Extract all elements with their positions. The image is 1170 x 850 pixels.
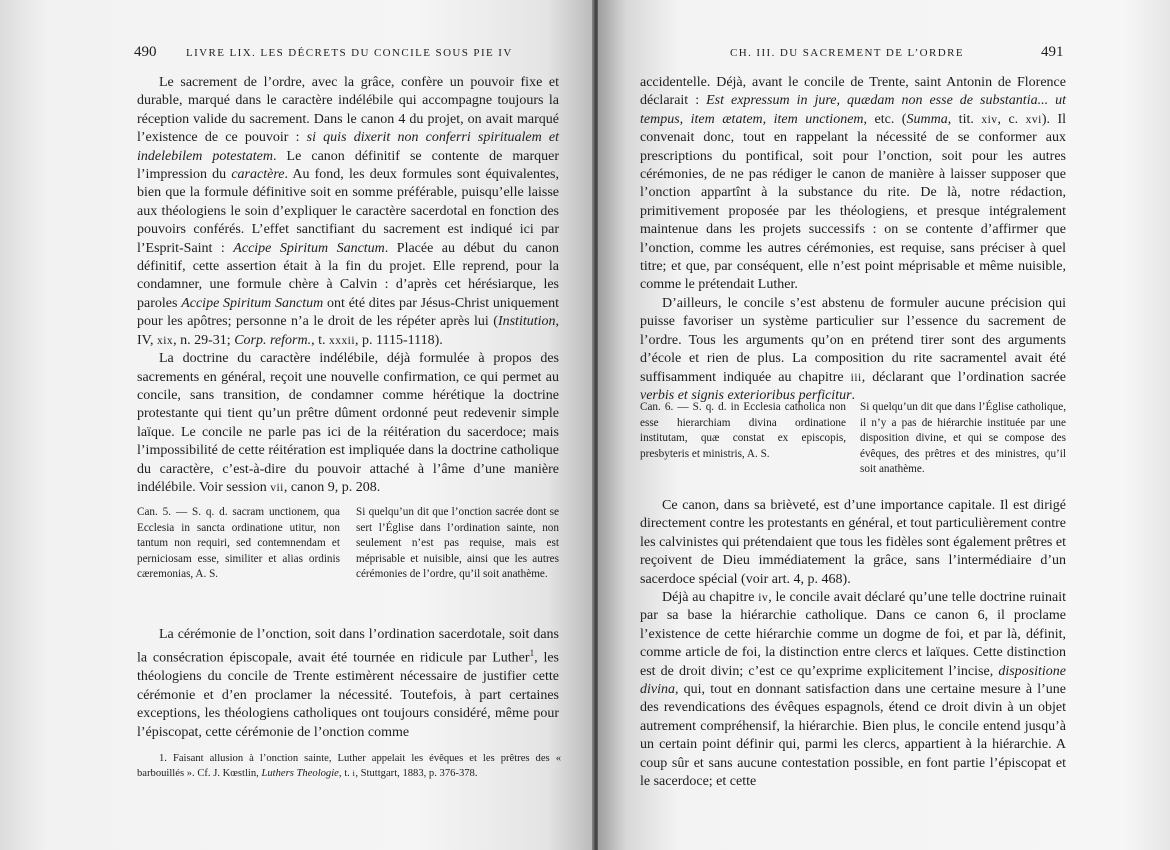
canon-french: Si quelqu’un dit que l’onction sacrée dont se sert l’Église dans l’ordination sainte, non seulement n’est pas requise, mais est méprisable et nuisible, ainsi que les autres cérémonies de l’ordre, qu’il soit anathème. — [356, 506, 559, 581]
canon-french: Si quelqu’un dit que dans l’Église catholique, il n’y a pas de hiérarchie instituée par une disposition divine, et qui se compose des évêques, des prêtres et des ministres, qu’il soit anathème. — [860, 401, 1066, 476]
body-text — [137, 626, 559, 742]
footnote — [137, 752, 561, 781]
page-number: 490 — [134, 44, 157, 60]
running-head: LIVRE LIX. LES DÉCRETS DU CONCILE SOUS PIE IV — [186, 47, 513, 59]
paragraph: Ce canon, dans sa brièveté, est d’une importance capitale. Il est dirigé directement contre les protestants en général, et tout particulièrement contre les calvinistes qui prétendaient que tous les fidèles sont également prêtres et reçoivent de Dieu immédiatement la grâce, sans l’intermédiaire d’un sacerdoce spécial (voir art. 4, p. 468). — [640, 498, 1066, 587]
page-number: 491 — [1041, 44, 1064, 60]
running-head: CH. III. DU SACREMENT DE L’ORDRE — [730, 47, 964, 59]
paragraph: La cérémonie de l’onction, soit dans l’ordination sacerdotale, soit dans la consécration épiscopale, avait été tournée en ridicule par Luther$^1$, les théologiens du concile de Trente estimèrent nécessaire de justifier cette cérémonie et d’en proclamer la nécessité. Toutefois, à part certaines exceptions, les théologiens catholiques ont toujours considéré, même pour l’épiscopat, cette cérémonie de l’onction comme — [137, 627, 559, 740]
footnote-text: 1. Faisant allusion à l’onction sainte, Luther appelait les évêques et les prêtres des « barbouillés ». Cf. J. Kœstlin, Luthers Theologie, t. i, Stuttgart, 1883, p. 376-378. — [137, 753, 561, 779]
canon-latin: Can. 5. — S. q. d. sacram unctionem, qua Ecclesia in sancta ordinatione utitur, non tantum non requiri, sed contemnendam et perniciosam esse, similiter et alias ordinis cæremonias, A. S. — [137, 506, 340, 581]
paragraph: La doctrine du caractère indélébile, déjà formulée à propos des sacrements en général, reçoit une nouvelle confirmation, ce qui permet au concile, sans transition, de condamner comme hérétique la doctrine protestante qui tient qu’un prêtre dûment ordonné peut redevenir simple laïque. Le concile ne parle pas ici de la réitération du sacerdoce; mais l’impossibilité de cette réitération est impliquée dans la doctrine catholique du caractère, c’est-à-dire du pouvoir attaché à l’âme d’une manière indélébile. Voir session vii, canon 9, p. 208. — [137, 351, 559, 495]
right-page — [598, 0, 1170, 850]
canon-latin: Can. 6. — S. q. d. in Ecclesia catholica non esse hierarchiam divina ordinatione institutam, quæ constat ex episcopis, presbyteris et ministris, A. S. — [640, 401, 846, 460]
paragraph: Déjà au chapitre iv, le concile avait déclaré qu’une telle doctrine ruinait par sa base la hiérarchie catholique. Dans ce canon 6, il proclame l’existence de cette hiérarchie comme un dogme de foi, et par là, définit, comme article de foi, la distinction entre clercs et laïques. Cette distinction est de droit divin; c’est ce qu’exprime explicitement l’incise, dispositione divina, qui, tout en donnant satisfaction dans une certaine mesure à l’une des revendications des évêques espagnols, étend ce droit divin à un objet autrement compréhensif, la hiérarchie. Bien plus, le concile entend jusqu’à un certain point définir qui, parmi les clercs, appartient à la hiérarchie. A coup sûr et sans aucune contestation possible, en font partie l’épiscopat et le sacerdoce; et cette — [640, 590, 1066, 790]
body-text — [137, 74, 559, 497]
body-text — [640, 497, 1066, 792]
body-text — [640, 74, 1066, 405]
paragraph: accidentelle. Déjà, avant le concile de Trente, saint Antonin de Florence déclarait : Est expressum in jure, quædam non esse de substantia... ut tempus, item ætatem, item unctionem, etc. (Summa, tit. xiv, c. xvi). Il convenait donc, tout en rappelant la nécessité de se conformer aux prescriptions du pontifical, soit pour l’onction, soit pour les autres cérémonies, de ne pas rédiger le canon de manière à laisser supposer que l’onction appartînt à la substance du rite. De là, notre rédaction, primitivement proposée par les théologiens, et presque intégralement maintenue dans les projets successifs : on se contente d’affirmer que l’onction, comme les autres cérémonies, est requise, sans préciser à quel titre; et que, par conséquent, elle n’est point méprisable et même nuisible, comme le prétendait Luther. — [640, 75, 1067, 293]
paragraph: Le sacrement de l’ordre, avec la grâce, confère un pouvoir fixe et durable, marqué dans le caractère indélébile qui accompagne toujours la réception valide du sacrement. Dans le canon 4 du projet, on avait marqué l’existence de ce pouvoir : si quis dixerit non conferri spiritualem et indelebilem potestatem. Le canon définitif se contente de marquer l’impression du caractère. Au fond, les deux formules sont équivalentes, bien que la formule définitive soit en somme préférable, puisqu’elle laisse aux théologiens le soin d’expliquer le caractère sacerdotal en fonction des pouvoirs conférés. L’effet sanctifiant du sacrement est indiqué ici par l’Esprit-Saint : Accipe Spiritum Sanctum. Placée au début du canon définitif, cette assertion était à la fin du projet. Elle reprend, pour la condamner, une formule chère à Calvin : d’après cet hérésiarque, les paroles Accipe Spiritum Sanctum ont été dites par Jésus-Christ uniquement pour les apôtres; personne n’a le droit de les répéter après lui (Institution, IV, xix, n. 29-31; Corp. reform., t. xxxii, p. 1115-1118). — [137, 75, 560, 348]
paragraph: D’ailleurs, le concile s’est abstenu de formuler aucune précision qui puisse favoriser un système particulier sur l’essence du sacrement de l’ordre. Tous les arguments qu’on en prétend tirer sont des arguments d’école et rien de plus. La composition du rite sacramentel avait été suffisamment indiquée au chapitre iii, déclarant que l’ordination sacrée verbis et signis exterioribus perficitur. — [640, 295, 1066, 403]
